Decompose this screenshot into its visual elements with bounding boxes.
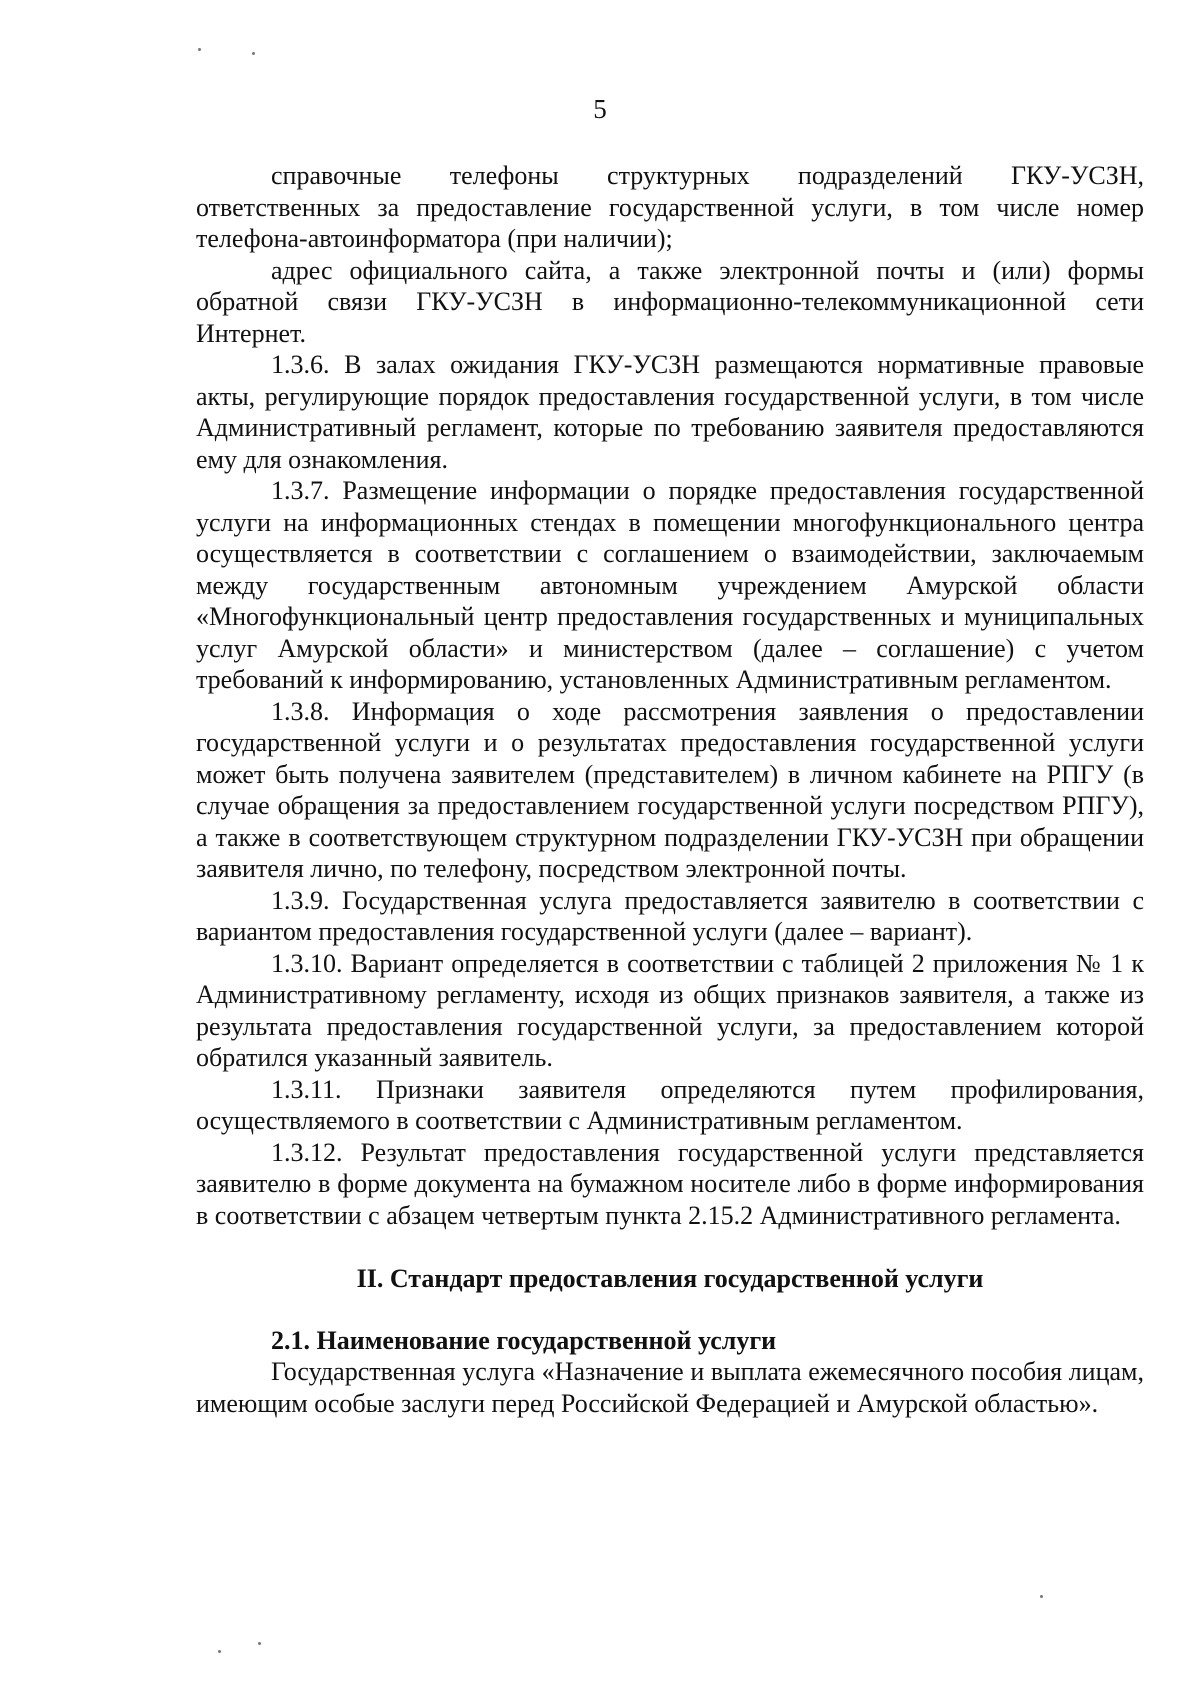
scan-speck — [218, 1650, 221, 1653]
paragraph-1-3-7: 1.3.7. Размещение информации о порядке предоставления государственной услуги на информационных стендах в помещении многофункционального центра осуществляется в соответствии с соглашением о взаимодействии, заключаемым между государственным автономным учреждением Амурской области «Многофункциональный центр предоставления государственных и муниципальных услуг Амурской области» и министерством (далее – соглашение) с учетом требований к информированию, установленных Административным регламентом. — [196, 476, 1144, 694]
document-body — [196, 160, 1144, 1419]
paragraph-1-3-8: 1.3.8. Информация о ходе рассмотрения заявления о предоставлении государственной услуги и о результатах предоставления государственной услуги может быть получена заявителем (представителем) в личном кабинете на РПГУ (в случае обращения за предоставлением государственной услуги посредством РПГУ), а также в соответствующем структурном подразделении ГКУ-УСЗН при обращении заявителя лично, по телефону, посредством электронной почты. — [196, 696, 1144, 883]
section-title: II. Стандарт предоставления государственной услуги — [356, 1264, 984, 1293]
scan-speck — [252, 52, 255, 55]
scan-speck — [258, 1642, 261, 1645]
paragraph-website: адрес официального сайта, а также электронной почты и (или) формы обратной связи ГКУ-УСЗН в информационно-телекоммуникационной сети Интернет. — [196, 255, 1144, 348]
paragraph-1-3-11: 1.3.11. Признаки заявителя определяются путем профилирования, осуществляемого в соответствии с Административным регламентом. — [196, 1074, 1144, 1135]
paragraph-1-3-10: 1.3.10. Вариант определяется в соответствии с таблицей 2 приложения № 1 к Административному регламенту, исходя из общих признаков заявителя, а также из результата предоставления государственной услуги, за предоставлением которой обратился указанный заявитель. — [196, 948, 1144, 1072]
paragraph-1-3-6: 1.3.6. В залах ожидания ГКУ-УСЗН размещаются нормативные правовые акты, регулирующие порядок предоставления государственной услуги, в том числе Административный регламент, которые по требованию заявителя предоставляются ему для ознакомления. — [196, 350, 1144, 474]
paragraph-phones: справочные телефоны структурных подразделений ГКУ-УСЗН, ответственных за предоставление государственной услуги, в том числе номер телефона-автоинформатора (при наличии); — [196, 161, 1144, 253]
subsection-title: 2.1. Наименование государственной услуги — [271, 1325, 777, 1355]
scan-speck — [1040, 1595, 1043, 1598]
page-number: 5 — [593, 94, 607, 124]
scan-speck — [198, 48, 201, 51]
paragraph-2-1: Государственная услуга «Назначение и выплата ежемесячного пособия лицам, имеющим особые заслуги перед Российской Федерацией и Амурской областью». — [196, 1357, 1144, 1418]
paragraph-1-3-12: 1.3.12. Результат предоставления государственной услуги представляется заявителю в форме документа на бумажном носителе либо в форме информирования в соответствии с абзацем четвертым пункта 2.15.2 Административного регламента. — [196, 1137, 1144, 1230]
paragraph-1-3-9: 1.3.9. Государственная услуга предоставляется заявителю в соответствии с вариантом предоставления государственной услуги (далее – вариант). — [196, 885, 1144, 946]
